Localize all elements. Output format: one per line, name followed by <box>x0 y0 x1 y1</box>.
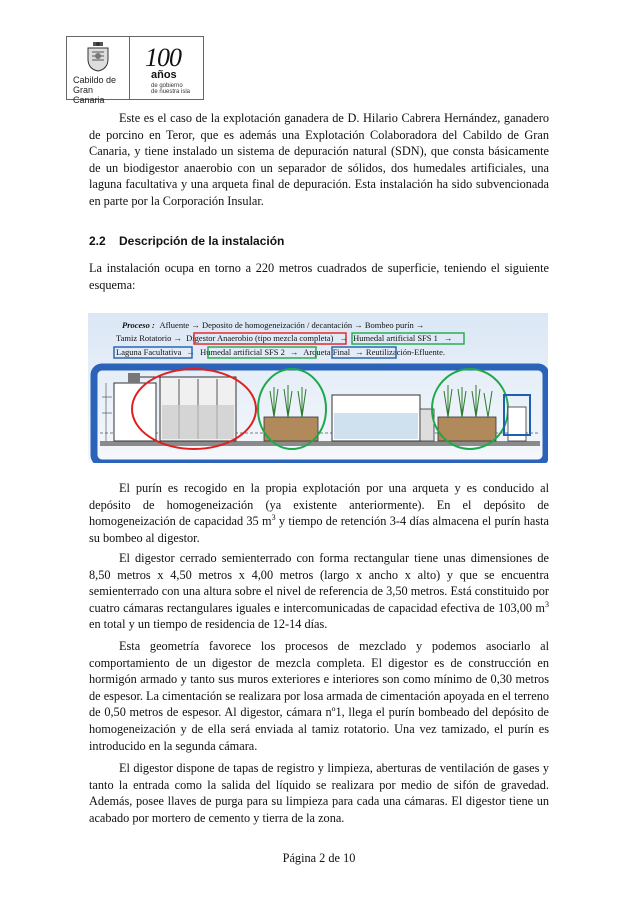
centenary-word: años <box>151 69 177 81</box>
digestor-paragraph: El digestor cerrado semienterrado con forma rectangular tiene unas dimensiones de 8,50 metros x 4,50 metros x 4,00 metros (largo x ancho x alto) y que se encuentra semienterrado con una altura sobre el nivel de referencia de 3,50 metros. Está constituido por cuatro cámaras rectangulares iguales e intercomunicadas de capacidad efectiva de 103,00 $m^3$ en total y un tiempo de residencia de 12-14 días. <box>89 551 549 632</box>
page-number: Página 2 de 10 <box>282 851 356 865</box>
intro-paragraph: Este es el caso de la explotación ganadera de D. Hilario Cabrera Hernández, ganadero de porcino en Teror, que es además una Explotación Colaboradora del Cabildo de Gran Canaria, y tiene instalado un sistema de depuración natural (SDN), que consta básicamente de un biodigestor anaerobio con un separador de sólidos, dos humedales artificiales, una laguna facultativa y una arqueta final de depuración. Esta instalación ha sido subvencionada en parte por la Corporación Insular. <box>89 111 549 208</box>
section-title: Descripción de la instalación <box>119 234 285 248</box>
centenary-logo <box>133 41 203 97</box>
installation-diagram <box>88 313 548 463</box>
geometry-paragraph: Esta geometría favorece los procesos de mezclado y podemos asociarlo al comportamiento de un digestor de mezcla completa. El digestor es de construcción en hormigón armado y tanto sus muros exteriores e interiores son como mínimo de 0,30 metros de espesor. La cimentación se realizara por losa armada de cimentación apoyada en el terreno de 0,50 metros de espesor. Al digestor, cámara nº1, llega el purín bombeado del depósito de homogeneización y de ella será enviada al tamiz rotatorio. Una vez tamizado, el purín es introducido en la segunda cámara. <box>89 639 549 753</box>
process-line3: Laguna Facultativa → Humedal artificial SFS 2 → Arqueta Final → Reutilización-Efluente. <box>116 347 445 357</box>
section-number: 2.2 <box>89 234 106 248</box>
coat-of-arms-icon <box>86 42 110 72</box>
section-heading <box>89 234 284 248</box>
cabildo-logo-text <box>73 75 127 105</box>
centenary-sub1: de gobierno <box>151 83 183 89</box>
centenary-subtitle <box>151 83 190 95</box>
org-name-line2: Gran Canaria <box>73 85 105 105</box>
header-logos <box>66 36 204 105</box>
homogenization-tank <box>114 383 156 441</box>
process-line2: Tamiz Rotatorio → Digestor Anaerobio (tipo mezcla completa) → Humedal artificial SFS 1 → <box>116 333 453 343</box>
rotary-sieve <box>128 373 140 383</box>
features-paragraph: El digestor dispone de tapas de registro y limpieza, aberturas de ventilación de gases y tanto la entrada como la salida del líquido se realizara por medio de sifón de gravedad. Además, posee llaves de purga para su limpieza para cada una cámaras. El digestor tiene un acabado por mortero de cemento y tierra de la zona. <box>89 761 549 825</box>
wetland-sfs1-bed <box>264 417 318 441</box>
wetland-sfs2-bed <box>438 417 496 441</box>
centenary-sub2: de nuestra isla <box>151 89 191 95</box>
logo-divider <box>129 37 130 99</box>
collection-paragraph: El purín es recogido en la propia explotación por una arqueta y es conducido al depósito de homogeneización (ya existente anteriormente). En el depósito de homogeneización de capacidad 35 $m^3$ y tiempo de retención 3-4 días almacena el purín hasta su bombeo al digestor. <box>89 481 549 545</box>
process-line1: Proceso : Afluente → Deposito de homogeneización / decantación → Bombeo purín → <box>122 320 425 330</box>
centenary-number: 100 <box>145 43 181 72</box>
layout-paragraph: La instalación ocupa en torno a 220 metros cuadrados de superficie, teniendo el siguiente esquema: <box>89 261 549 292</box>
org-name-line1: Cabildo de <box>73 75 117 85</box>
